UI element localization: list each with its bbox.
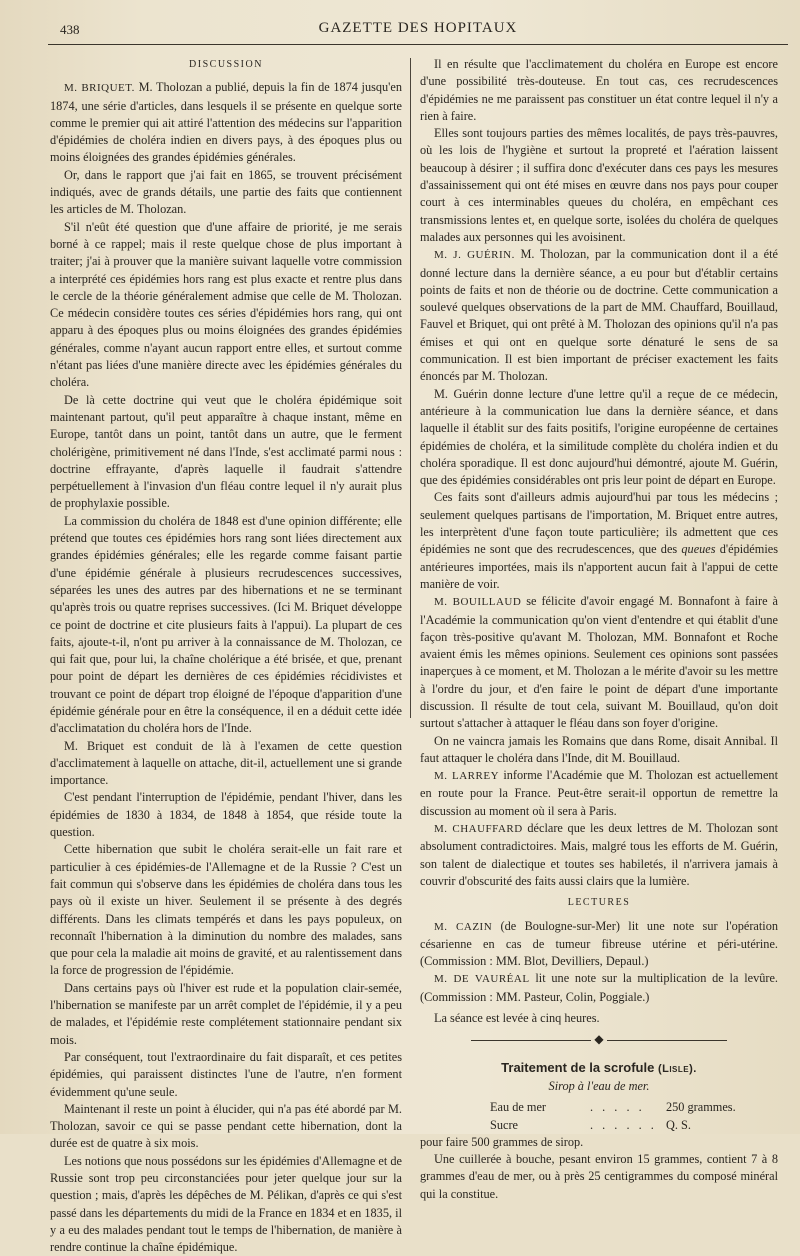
paragraph: Il en résulte que l'acclimatement du choléra en Europe est encore d'une possibilité très-douteuse. En tout cas, ces recrudescences d'épidémies ne me paraissent pas constituer un état contre lequel il n'y a rien à faire. [420, 57, 778, 123]
speaker-name: M. CHAUFFARD [434, 823, 523, 836]
paragraph: De là cette doctrine qui veut que le choléra épidémique soit maintenant partout, qu'il peut apparaître à chaque instant, même en Europe, tantôt dans un point, tantôt dans un autre, que le ferment cholérigène, primitivement né dans l'Inde, s'est acclimaté parmi nous : doctrine effrayante, d'après laquelle il faudrait s'attendre perpétuellement à l'invasion d'un fléau contre lequel il n'y aurait plus de prophylaxie possible. [50, 392, 402, 511]
prescription-line: Eau de mer . . . . . 250 grammes. [490, 1100, 736, 1115]
column-divider [410, 58, 411, 718]
paragraph: C'est pendant l'interruption de l'épidémie, pendant l'hiver, dans les épidémies de 1830 à 1834, de 1848 à 1854, que réside toute la question. [50, 790, 402, 840]
speaker-name: M. DE VAURÉAL [434, 973, 530, 986]
speaker-name: M. J. GUÉRIN. [434, 249, 515, 262]
paragraph: Elles sont toujours parties des mêmes localités, de pays très-pauvres, où les lois de l'hygiène et surtout la propreté et l'aération laissent beaucoup à désirer ; il suffira donc d'exécuter dans ces pays les mesures d'assainissement qui ont été mises en œuvre dans nos pays pour couper court à ces interminables queues du choléra, en empêchant ces transmissions lentes et, en quelque sorte, isolées du choléra de quelques malades aux personnes qui les avoisinent. [420, 126, 778, 244]
right-column [420, 56, 778, 1203]
paragraph: Maintenant il reste un point à élucider, qui n'a pas été abordé par M. Tholozan, savoir ce qui se passe pendant cette hibernation, dont la durée est de quatre à six mois. [50, 1101, 402, 1151]
page-header [48, 16, 788, 45]
ornamental-rule: ◆ [420, 1031, 778, 1048]
paragraph: On ne vaincra jamais les Romains que dans Rome, disait Annibal. Il faut attaquer le choléra dans l'Inde, dit M. Bouillaud. [420, 733, 778, 765]
paragraph: pour faire 500 grammes de sirop. [420, 1134, 584, 1149]
page-number: 438 [60, 22, 80, 37]
prescription-line: Sucre . . . . . . Q. S. [490, 1117, 691, 1132]
speaker-name: M. BRIQUET. [64, 82, 135, 95]
article-title: Traitement de la scrofule (Lisle). [501, 1059, 697, 1075]
paragraph: La commission du choléra de 1848 est d'une opinion différente; elle prétend que toutes ces épidémies hors rang sont liées directement aux grandes épidémies générales; elle les regarde comme faisant partie d'une épidémie générale à plusieurs recrudescences successives, séparées les unes des autres par des hibernations et ne se terminant qu'après trois ou quatre reprises successives. (Ici M. Briquet développe ce point de doctrine et cite plusieurs faits à l'appui). La plupart de ces faits, ajoute-t-il, n'ont pu arriver à la connaissance de M. Tholozan, ce qui fait que, pour lui, la chaîne cholérique a été brisée, et que, prenant pour point de départ les dernières de ces épidémies récidivistes et trouvant ce point de départ trop éloigné de l'époque d'apparition d'une épidémie générale pour en être la conséquence, il en a déduit cette idée d'acclimatation du choléra hors de l'Inde. [50, 513, 402, 736]
section-heading-discussion: DISCUSSION [189, 59, 263, 70]
paragraph: M. LARREY informe l'Académie que M. Tholozan est actuellement en route pour la France. Peut-être serait-il opportun de remettre la discussion au moment où il sera à Paris. [420, 768, 779, 818]
paragraph: M. BOUILLAUD se félicite d'avoir engagé M. Bonnafont à faire à l'Académie la communication qu'on vient d'entendre et qui établit d'une façon très-positive qu'avant M. Tholozan, MM. Bonnafont et Roche avaient émis les mêmes opinions. Seulement ces opinions sont passées inaperçues à ce moment, et M. Tholozan a le mérite d'avoir su les mettre à l'ordre du jour, et d'en faire le point de départ d'une importante discussion. Il résulte de tout cela, suivant M. Bouillaud, qu'on doit surtout s'attacher à attaquer le fléau dans son foyer d'origine. [420, 594, 778, 731]
paragraph: Par conséquent, tout l'extraordinaire du fait disparaît, et ces petites épidémies, qui paraissent distinctes l'une de l'autre, n'en forment évidemment qu'une seule. [50, 1049, 402, 1099]
speaker-name: M. CAZIN [434, 920, 493, 933]
paragraph: S'il n'eût été question que d'une affaire de priorité, je me serais borné à ce rappel; mais il reste quelque chose de plus important à traiter; j'ai à prouver que la manière suivant laquelle votre commission a interprété ces épidémies hors rang est plus exacte et rentre plus dans le cercle de la théorie généralement admise que celle de M. Tholozan. Ce médecin considère toutes ces séries d'épidémies hors rang, qui ont apparu à des époques plus ou moins éloignées des grandes épidémies générales, comme n'ayant aucun rapport entre elles, et surtout comme n'étant pas liées d'une manière directe avec les épidémies générales du choléra. [50, 219, 402, 390]
paragraph: M. Briquet est conduit de là à l'examen de cette question d'acclimatement à laquelle on attache, dit-il, actuellement une si grande importance. [50, 738, 402, 788]
left-column [50, 56, 402, 1256]
author-name: (Lisle). [657, 1062, 697, 1075]
paragraph: M. CAZIN (de Boulogne-sur-Mer) lit une note sur l'opération césarienne en cas de tumeur fibreuse utérine et péri-utérine. (Commission : MM. Blot, Devilliers, Depaul.) [420, 918, 779, 969]
italic-term: queues [681, 542, 716, 557]
speaker-name: M. LARREY [434, 770, 500, 783]
paragraph: La séance est levée à cinq heures. [434, 1011, 600, 1026]
section-heading-lectures: LECTURES [567, 897, 631, 909]
journal-title: GAZETTE DES HOPITAUX [318, 20, 518, 36]
paragraph: M. BRIQUET. M. Tholozan a publié, depuis la fin de 1874 jusqu'en 1874, une série d'articles, dans lesquels il se présente en quelque sorte comme le premier qui ait attiré l'attention des médecins sur l'apparition d'épidémies de choléra indien en divers pays, à des époques plus ou moins éloignées des grandes épidémies générales. [50, 80, 403, 165]
paragraph: M. CHAUFFARD déclare que les deux lettres de M. Tholozan sont absolument contradictoires. Mais, malgré tous les efforts de M. Guérin, son talent de dialectique et toutes ses habiletés, il n'arrivera jamais à couvrir d'obscurité des faits aussi clairs que la lumière. [420, 821, 779, 888]
paragraph: M. J. GUÉRIN. M. Tholozan, par la communication dont il a été donné lecture dans la dernière séance, a eu pour but d'établir certains points de faits et non de théorie ou de doctrine. Cette communication a soulevé quelques observations de la part de MM. Chauffard, Bouillaud, Fauvel et Briquet, qui ont prêté à M. Tholozan des opinions qu'il n'a pas émises et qui ont en quelque sorte dénaturé le sens de sa communication. Il est bien important de préciser exactement les faits énoncés par M. Tholozan. [420, 247, 779, 384]
paragraph: M. Guérin donne lecture d'une lettre qu'il a reçue de ce médecin, antérieure à la communication lue dans la dernière séance, et dans laquelle il établit sur des faits positifs, l'origine européenne de certaines épidémies de choléra, et la similitude complète du choléra indien et du choléra sporadique. Il est donc aujourd'hui démontré, ajoute M. Guérin, que des épidémies considérables ont pris leur point de départ en Europe. [420, 386, 778, 488]
speaker-name: M. BOUILLAUD [434, 596, 522, 609]
paragraph: Ces faits sont d'ailleurs admis aujourd'hui par tous les médecins ; seulement quelques partisans de l'importation, M. Briquet entre autres, les interprètent d'une façon toute particulière; ils admettent que ces épidémies ne sont que des recrudescences, que des queues d'épidémies antérieures importées, mais ils n'apportent aucun fait à l'appui de cette manière de voir. [420, 490, 778, 591]
paragraph: Dans certains pays où l'hiver est rude et la population clair-semée, l'hibernation se manifeste par un arrêt complet de l'épidémie, il y a peu de malades, et l'épidémie reste complétement stationnaire pendant six mois. [50, 980, 402, 1047]
paragraph: Les notions que nous possédons sur les épidémies d'Allemagne et de Russie sont trop peu circonstanciées pour jeter quelque jour sur la question ; mais, d'après les dépêches de M. Pélikan, d'après ce qui s'est passé dans les départements du midi de la France en 1834 et en 1835, il y a eu des malades pendant tout le temps de l'hibernation, de manière à rendre continue la chaîne épidémique. [50, 1153, 402, 1255]
paragraph: Or, dans le rapport que j'ai fait en 1865, se trouvent précisément indiqués, avec de grands détails, une partie des faits que contiennent les articles de M. Tholozan. [50, 167, 402, 217]
paragraph: Une cuillerée à bouche, pesant environ 15 grammes, contient 7 à 8 grammes d'eau de mer, ou à près 25 centigrammes du composé minéral qui la constitue. [420, 1152, 778, 1201]
article-subtitle: Sirop à l'eau de mer. [548, 1078, 650, 1093]
paragraph: M. DE VAURÉAL lit une note sur la multiplication de la levûre. (Commission : MM. Pasteur, Colin, Poggiale.) [420, 971, 778, 1004]
paragraph: Cette hibernation que subit le choléra serait-elle un fait rare et particulier à ces épidémies-de l'Allemagne et de la Russie ? C'est un fait commun qui s'observe dans les épidémies de choléra dans tous les pays où il existe un hiver. Seulement il se présente à des degrés différents. Dans les climats tempérés et dans les pays populeux, on reconnaît l'hibernation à la diminution du nombre des malades, sans que pour cela la maladie ait moins de gravité, et au ralentissement dans la force de progression de l'épidémie. [50, 842, 402, 978]
